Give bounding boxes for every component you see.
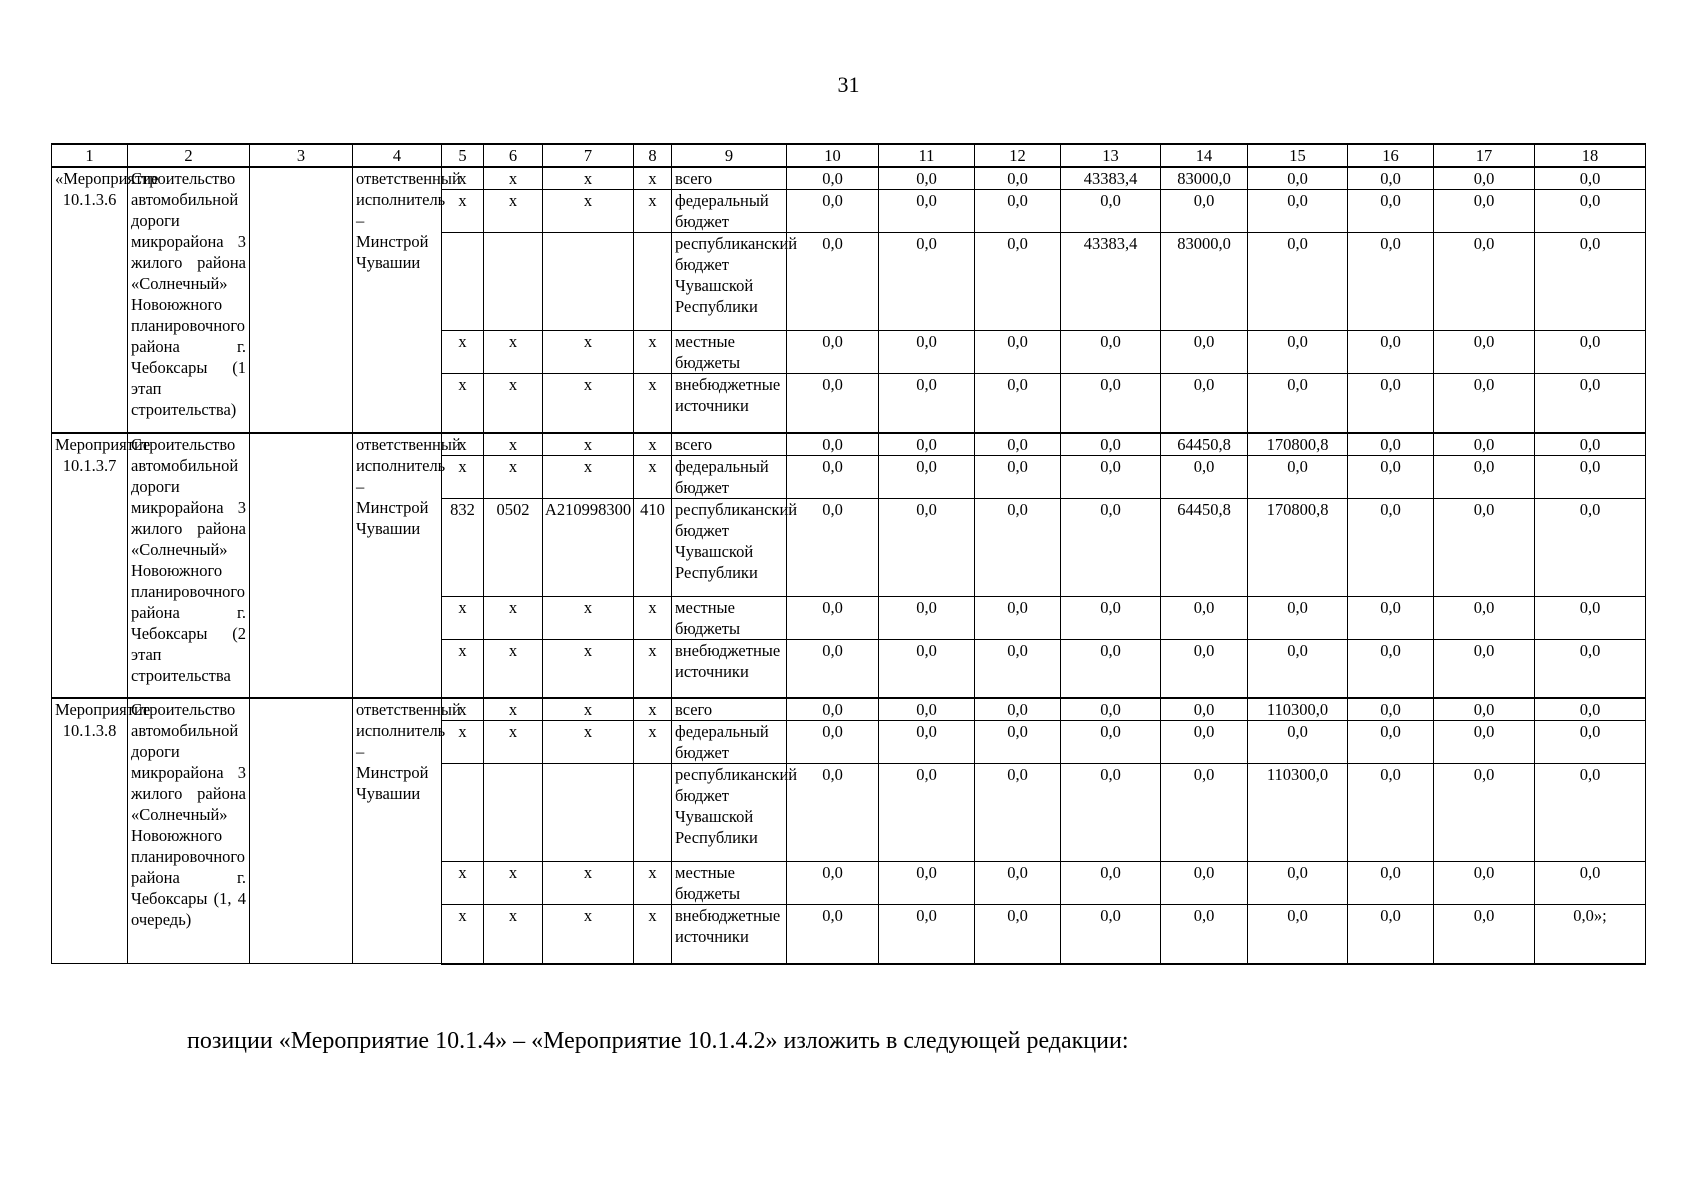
amount-cell: 0,0 (1434, 596, 1535, 639)
budget-code-cell: x (484, 698, 543, 721)
amount-cell: 0,0 (1061, 596, 1161, 639)
amount-cell: 0,0 (1535, 764, 1646, 862)
amount-cell: 0,0 (975, 596, 1061, 639)
amount-cell: 0,0 (1535, 233, 1646, 331)
funding-source: местные бюджеты (672, 331, 787, 374)
amount-cell: 0,0 (1535, 596, 1646, 639)
column-number-header: 15 (1248, 144, 1348, 167)
amount-cell: 43383,4 (1061, 233, 1161, 331)
budget-code-cell: x (543, 190, 634, 233)
budget-code-cell: x (484, 455, 543, 498)
budget-code-cell (442, 764, 484, 862)
amount-cell: 0,0 (975, 233, 1061, 331)
amount-cell: 0,0 (879, 698, 975, 721)
amount-cell: 0,0 (1434, 721, 1535, 764)
amount-cell: 0,0 (1348, 721, 1434, 764)
amount-cell: 0,0 (1434, 764, 1535, 862)
amount-cell: 0,0 (1061, 639, 1161, 698)
amount-cell: 0,0 (1161, 596, 1248, 639)
budget-code-cell: x (484, 905, 543, 964)
column-number-header: 4 (353, 144, 442, 167)
budget-code-cell: x (484, 721, 543, 764)
amount-cell: 0,0 (1348, 331, 1434, 374)
budget-code-cell: x (634, 596, 672, 639)
amount-cell: 0,0 (1248, 905, 1348, 964)
amount-cell: 0,0 (975, 190, 1061, 233)
budget-code-cell (634, 764, 672, 862)
budget-code-cell: x (442, 721, 484, 764)
amount-cell: 0,0 (1161, 764, 1248, 862)
empty-column-3 (250, 698, 353, 964)
column-number-header: 14 (1161, 144, 1248, 167)
funding-source: федеральный бюджет (672, 455, 787, 498)
column-number-header: 11 (879, 144, 975, 167)
amount-cell: 0,0 (1061, 190, 1161, 233)
amount-cell: 170800,8 (1248, 498, 1348, 596)
amount-cell: 0,0 (879, 167, 975, 190)
budget-code-cell: x (543, 596, 634, 639)
budget-code-cell: x (634, 721, 672, 764)
amount-cell: 64450,8 (1161, 498, 1248, 596)
budget-code-cell: А210998300 (543, 498, 634, 596)
budget-code-cell (442, 233, 484, 331)
amount-cell: 110300,0 (1248, 764, 1348, 862)
funding-source: местные бюджеты (672, 862, 787, 905)
budget-code-cell: x (634, 905, 672, 964)
column-number-header: 3 (250, 144, 353, 167)
amount-cell: 0,0 (1061, 498, 1161, 596)
amount-cell: 0,0 (1248, 374, 1348, 433)
amount-cell: 0,0 (1535, 498, 1646, 596)
amount-cell: 0,0 (879, 862, 975, 905)
funding-source: федеральный бюджет (672, 721, 787, 764)
page-number: 31 (837, 72, 860, 97)
amount-cell: 0,0 (975, 167, 1061, 190)
amount-cell: 0,0 (787, 862, 879, 905)
budget-code-cell: x (484, 374, 543, 433)
funding-source: местные бюджеты (672, 596, 787, 639)
budget-code-cell: x (543, 433, 634, 456)
activity-id: Мероприятие 10.1.3.7 (52, 433, 128, 699)
amount-cell: 0,0 (975, 721, 1061, 764)
table-row (52, 167, 1646, 190)
column-number-header: 5 (442, 144, 484, 167)
amount-cell: 0,0 (1161, 374, 1248, 433)
funding-source: внебюджетные источники (672, 374, 787, 433)
amount-cell: 0,0 (1535, 433, 1646, 456)
amount-cell: 0,0 (1161, 721, 1248, 764)
budget-code-cell: x (634, 433, 672, 456)
amount-cell: 0,0 (879, 498, 975, 596)
budget-code-cell: x (634, 190, 672, 233)
activity-description: Строительство автомобильной дороги микрорайона 3 жилого района «Солнечный» Новоюжного планировочного района г. Чебоксары (1, 4 очередь) (128, 698, 250, 964)
amount-cell: 0,0 (1348, 433, 1434, 456)
amount-cell: 0,0 (1248, 331, 1348, 374)
amount-cell: 0,0 (975, 639, 1061, 698)
amount-cell: 0,0 (879, 596, 975, 639)
amount-cell: 0,0 (1348, 190, 1434, 233)
amount-cell: 0,0 (787, 455, 879, 498)
amount-cell: 0,0 (1161, 698, 1248, 721)
amount-cell: 0,0 (787, 233, 879, 331)
amount-cell: 0,0 (975, 698, 1061, 721)
amount-cell: 0,0 (975, 764, 1061, 862)
amount-cell: 0,0 (1348, 455, 1434, 498)
amount-cell: 0,0 (1348, 167, 1434, 190)
amount-cell: 0,0 (1248, 190, 1348, 233)
budget-code-cell: x (634, 639, 672, 698)
amount-cell: 0,0 (1061, 374, 1161, 433)
amount-cell: 0,0 (1348, 905, 1434, 964)
amount-cell: 0,0 (1061, 764, 1161, 862)
budget-code-cell: x (484, 862, 543, 905)
budget-code-cell: 0502 (484, 498, 543, 596)
amount-cell: 0,0 (879, 331, 975, 374)
budget-code-cell (543, 764, 634, 862)
amount-cell: 0,0 (1535, 721, 1646, 764)
amount-cell: 0,0 (1434, 190, 1535, 233)
column-number-header: 2 (128, 144, 250, 167)
column-number-header: 16 (1348, 144, 1434, 167)
amount-cell: 0,0 (1434, 433, 1535, 456)
budget-code-cell (543, 233, 634, 331)
column-number-header: 6 (484, 144, 543, 167)
budget-code-cell: x (484, 167, 543, 190)
amount-cell: 0,0 (975, 331, 1061, 374)
column-number-header: 12 (975, 144, 1061, 167)
amount-cell: 83000,0 (1161, 167, 1248, 190)
column-number-header: 9 (672, 144, 787, 167)
amount-cell: 0,0 (1535, 455, 1646, 498)
amount-cell: 0,0 (879, 721, 975, 764)
amount-cell: 0,0 (1535, 639, 1646, 698)
budget-code-cell: x (634, 167, 672, 190)
budget-code-cell: x (442, 455, 484, 498)
budget-code-cell: x (484, 433, 543, 456)
amount-cell: 0,0 (1535, 374, 1646, 433)
budget-code-cell: x (543, 862, 634, 905)
amount-cell: 0,0 (1061, 455, 1161, 498)
amount-cell: 0,0 (975, 374, 1061, 433)
amount-cell: 0,0 (787, 190, 879, 233)
funding-source: всего (672, 433, 787, 456)
amount-cell: 0,0 (879, 233, 975, 331)
amount-cell: 0,0 (1061, 905, 1161, 964)
amount-cell: 0,0 (787, 905, 879, 964)
column-number-header: 13 (1061, 144, 1161, 167)
amount-cell: 0,0 (1061, 721, 1161, 764)
budget-code-cell: x (634, 455, 672, 498)
amount-cell: 83000,0 (1161, 233, 1248, 331)
amount-cell: 0,0 (1248, 596, 1348, 639)
amount-cell: 0,0 (1348, 698, 1434, 721)
column-number-header: 7 (543, 144, 634, 167)
budget-code-cell: x (543, 455, 634, 498)
amount-cell: 0,0 (1061, 698, 1161, 721)
amount-cell: 110300,0 (1248, 698, 1348, 721)
amount-cell: 0,0 (787, 498, 879, 596)
funding-source: республиканский бюджет Чувашской Республики (672, 498, 787, 596)
empty-column-3 (250, 167, 353, 433)
activity-id: Мероприятие 10.1.3.8 (52, 698, 128, 964)
amount-cell: 0,0 (1535, 698, 1646, 721)
amount-cell: 0,0 (1434, 233, 1535, 331)
empty-column-3 (250, 433, 353, 699)
budget-code-cell (634, 233, 672, 331)
amount-cell: 0,0 (1061, 862, 1161, 905)
amount-cell: 0,0 (787, 639, 879, 698)
amount-cell: 0,0 (1535, 862, 1646, 905)
budget-code-cell (484, 233, 543, 331)
budget-code-cell: x (442, 639, 484, 698)
amount-cell: 0,0 (879, 639, 975, 698)
amount-cell: 0,0 (975, 455, 1061, 498)
amount-cell: 0,0 (787, 764, 879, 862)
activity-id: «Мероприятие 10.1.3.6 (52, 167, 128, 433)
budget-code-cell: x (634, 698, 672, 721)
amount-cell: 0,0 (1348, 233, 1434, 331)
amount-cell: 0,0 (1161, 639, 1248, 698)
budget-code-cell (484, 764, 543, 862)
amount-cell: 0,0 (879, 374, 975, 433)
budget-code-cell: x (543, 721, 634, 764)
budget-code-cell: x (442, 698, 484, 721)
amount-cell: 0,0 (1434, 639, 1535, 698)
amount-cell: 0,0 (1535, 190, 1646, 233)
budget-code-cell: x (442, 433, 484, 456)
amount-cell: 0,0 (787, 331, 879, 374)
footer-instruction: позиции «Мероприятие 10.1.4» – «Мероприятие 10.1.4.2» изложить в следующей редакции: (187, 1028, 1129, 1054)
budget-code-cell: x (543, 374, 634, 433)
budget-code-cell: 832 (442, 498, 484, 596)
amount-cell: 0,0 (787, 433, 879, 456)
amount-cell: 0,0 (1248, 639, 1348, 698)
amount-cell: 0,0 (1348, 498, 1434, 596)
budget-code-cell: x (484, 639, 543, 698)
amount-cell: 0,0 (1535, 331, 1646, 374)
amount-cell: 0,0 (879, 433, 975, 456)
amount-cell: 0,0»; (1535, 905, 1646, 964)
program-table (51, 143, 1646, 965)
amount-cell: 0,0 (1161, 905, 1248, 964)
amount-cell: 0,0 (1434, 498, 1535, 596)
budget-code-cell: x (442, 331, 484, 374)
funding-source: внебюджетные источники (672, 639, 787, 698)
funding-source: республиканский бюджет Чувашской Республики (672, 764, 787, 862)
amount-cell: 170800,8 (1248, 433, 1348, 456)
amount-cell: 0,0 (787, 596, 879, 639)
amount-cell: 0,0 (1434, 331, 1535, 374)
budget-code-cell: x (543, 167, 634, 190)
amount-cell: 0,0 (787, 721, 879, 764)
column-number-header: 17 (1434, 144, 1535, 167)
activity-description: Строительство автомобильной дороги микрорайона 3 жилого района «Солнечный» Новоюжного планировочного района г. Чебоксары (1 этап строительства) (128, 167, 250, 433)
amount-cell: 0,0 (975, 862, 1061, 905)
budget-code-cell: x (442, 905, 484, 964)
column-number-header: 1 (52, 144, 128, 167)
amount-cell: 0,0 (1161, 331, 1248, 374)
amount-cell: 0,0 (1535, 167, 1646, 190)
amount-cell: 0,0 (787, 698, 879, 721)
budget-code-cell: x (543, 905, 634, 964)
amount-cell: 0,0 (1248, 721, 1348, 764)
activity-description: Строительство автомобильной дороги микрорайона 3 жилого района «Солнечный» Новоюжного планировочного района г. Чебоксары (2 этап строительства (128, 433, 250, 699)
amount-cell: 0,0 (1348, 639, 1434, 698)
amount-cell: 0,0 (1348, 764, 1434, 862)
budget-code-cell: x (442, 374, 484, 433)
column-number-header: 18 (1535, 144, 1646, 167)
amount-cell: 0,0 (1061, 433, 1161, 456)
amount-cell: 0,0 (1434, 167, 1535, 190)
funding-source: внебюджетные источники (672, 905, 787, 964)
budget-code-cell: x (634, 374, 672, 433)
responsible-executor: ответственный исполнитель – Минстрой Чувашии (353, 433, 442, 699)
amount-cell: 0,0 (975, 433, 1061, 456)
budget-code-cell: x (484, 596, 543, 639)
funding-source: федеральный бюджет (672, 190, 787, 233)
budget-code-cell: x (543, 331, 634, 374)
amount-cell: 0,0 (1248, 862, 1348, 905)
amount-cell: 0,0 (1248, 167, 1348, 190)
amount-cell: 0,0 (1161, 455, 1248, 498)
amount-cell: 0,0 (787, 167, 879, 190)
amount-cell: 0,0 (1434, 905, 1535, 964)
budget-code-cell: x (442, 167, 484, 190)
amount-cell: 0,0 (1348, 862, 1434, 905)
budget-code-cell: 410 (634, 498, 672, 596)
amount-cell: 0,0 (787, 374, 879, 433)
funding-source: всего (672, 167, 787, 190)
amount-cell: 0,0 (879, 190, 975, 233)
amount-cell: 0,0 (1434, 862, 1535, 905)
column-number-header: 8 (634, 144, 672, 167)
budget-code-cell: x (634, 862, 672, 905)
amount-cell: 0,0 (1161, 190, 1248, 233)
amount-cell: 0,0 (879, 455, 975, 498)
amount-cell: 0,0 (879, 764, 975, 862)
amount-cell: 0,0 (1061, 331, 1161, 374)
amount-cell: 0,0 (1248, 233, 1348, 331)
amount-cell: 0,0 (1348, 374, 1434, 433)
table-row (52, 433, 1646, 456)
amount-cell: 0,0 (975, 498, 1061, 596)
budget-code-cell: x (484, 190, 543, 233)
budget-code-cell: x (442, 596, 484, 639)
amount-cell: 0,0 (1434, 698, 1535, 721)
amount-cell: 0,0 (879, 905, 975, 964)
responsible-executor: ответственный исполнитель – Минстрой Чувашии (353, 698, 442, 964)
amount-cell: 0,0 (1161, 862, 1248, 905)
funding-source: всего (672, 698, 787, 721)
amount-cell: 0,0 (1434, 374, 1535, 433)
amount-cell: 0,0 (1434, 455, 1535, 498)
table-header-row (52, 144, 1646, 167)
amount-cell: 43383,4 (1061, 167, 1161, 190)
amount-cell: 0,0 (1348, 596, 1434, 639)
amount-cell: 0,0 (1248, 455, 1348, 498)
column-number-header: 10 (787, 144, 879, 167)
budget-code-cell: x (442, 190, 484, 233)
budget-code-cell: x (543, 639, 634, 698)
budget-code-cell: x (442, 862, 484, 905)
budget-code-cell: x (484, 331, 543, 374)
budget-code-cell: x (543, 698, 634, 721)
amount-cell: 0,0 (975, 905, 1061, 964)
budget-code-cell: x (634, 331, 672, 374)
funding-source: республиканский бюджет Чувашской Республики (672, 233, 787, 331)
responsible-executor: ответственный исполнитель – Минстрой Чувашии (353, 167, 442, 433)
table-row (52, 698, 1646, 721)
amount-cell: 64450,8 (1161, 433, 1248, 456)
